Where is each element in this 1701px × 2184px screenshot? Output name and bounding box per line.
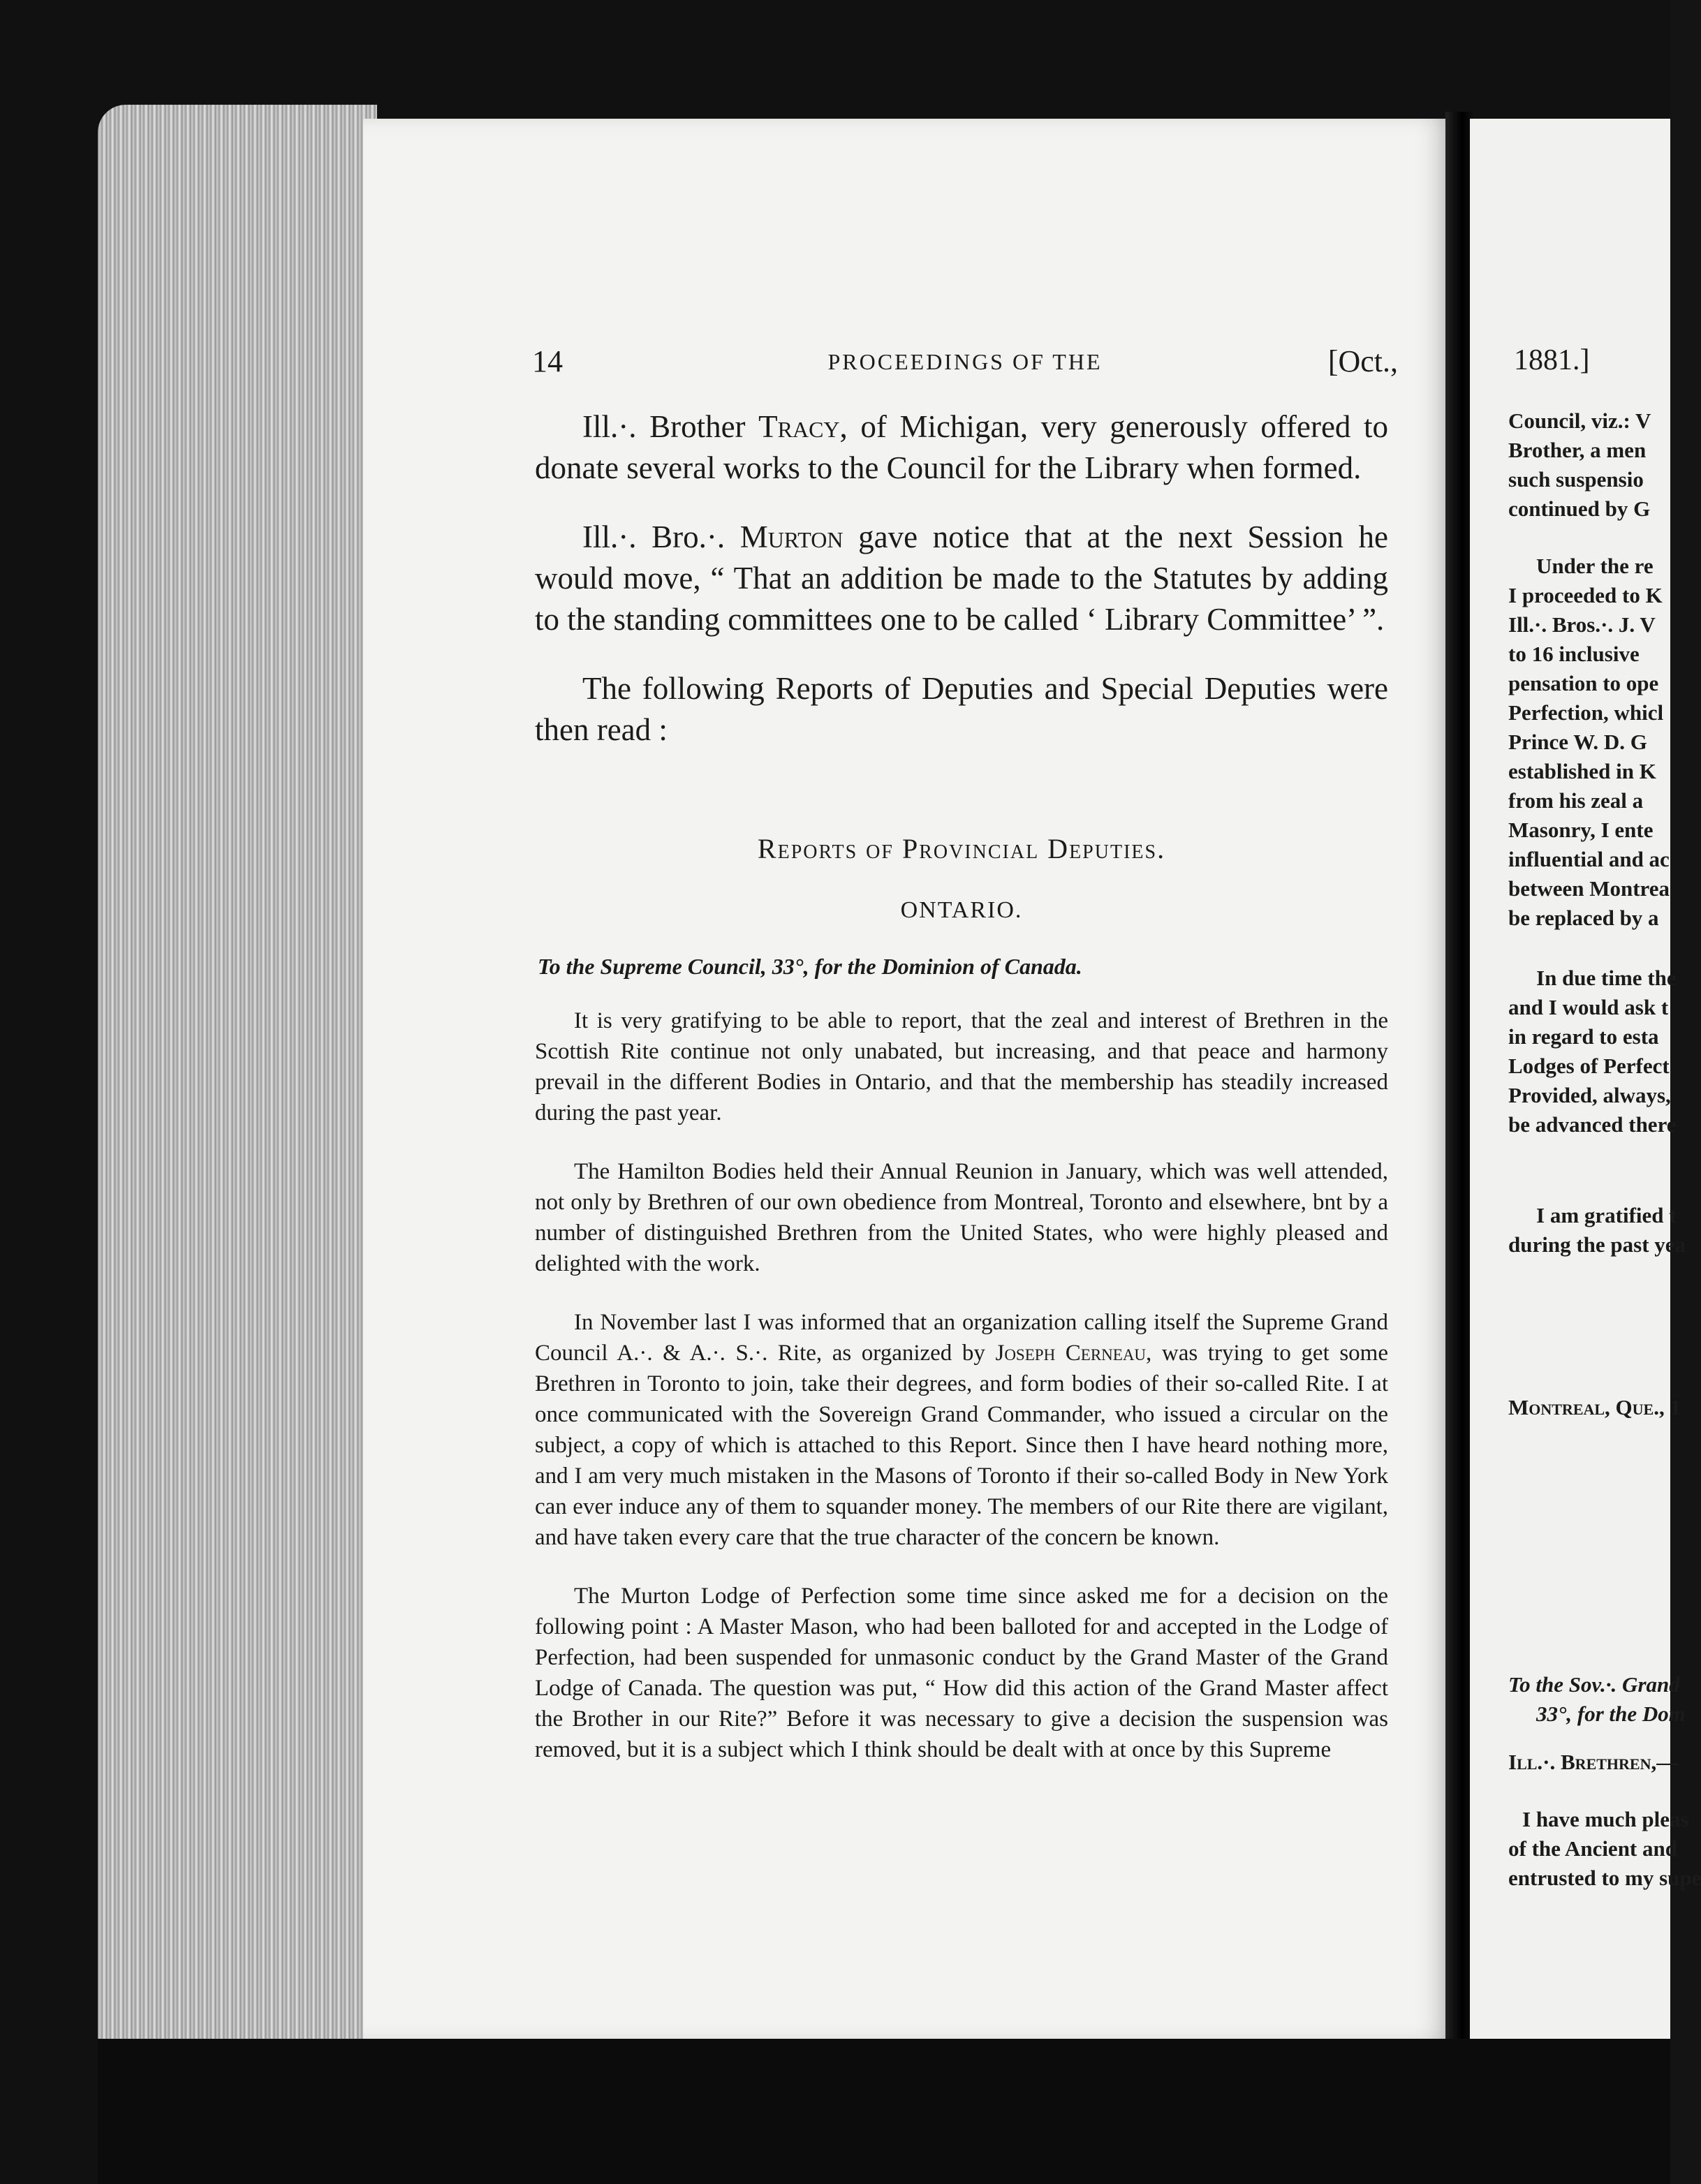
report-paragraph: In November last I was informed that an organization calling itself the Supreme Grand Council A.·. & A.·. S.·. Rite, as organized by Joseph Cerneau, was trying to get some Brethren in Toronto to join, take their degrees, and form bodies of their so-called Rite. I at once communicated with the Sovereign Grand Commander, who issued a circular on the subject, a copy of which is attached to this Report. Since then I have heard nothing more, and I am very much mistaken in the Masons of Toronto if their so-called Body in New York can ever induce any of them to squander money. The members of our Rite there are vigilant, and have taken every care that the true character of the concern be known. — [535, 1310, 1388, 1550]
page-number: 14 — [532, 344, 563, 378]
report-paragraph: The Hamilton Bodies held their Annual Reunion in January, which was well attended, not only by Brethren of our own obedience from Montreal, Toronto and elsewhere, bnt by a number of distinguished Brethren from the United States, who were highly pleased and delighted with the work. — [535, 1159, 1388, 1276]
right-text-block: Council, viz.: V Brother, a men such suspensio continued by G — [1508, 408, 1651, 521]
running-head — [532, 344, 1398, 385]
right-salutation: Ill.·. Brethren,— — [1508, 1750, 1679, 1774]
section-title: Reports of Provincial Deputies. — [757, 833, 1166, 864]
right-addressee: To the Sov.·. Grand 33°, for the Dom — [1508, 1672, 1686, 1726]
report-paragraph: It is very gratifying to be able to report, that the zeal and interest of Brethren in the Scottish Rite continue not only unabated, but increasing, and that peace and harmony prevail in the different Bodies in Ontario, and that the membership has steadily increased during the past year. — [535, 1008, 1388, 1126]
right-signoff: Montreal, Que., 1 — [1508, 1395, 1681, 1419]
report-body — [535, 1005, 1388, 1793]
right-text-block: I am gratified t during the past yea — [1508, 1203, 1686, 1257]
name-small-caps: Tracy — [758, 409, 840, 444]
right-running-date: 1881.] — [1514, 344, 1590, 376]
paragraph-reports-intro: The following Reports of Deputies and Special Deputies were then read : — [535, 671, 1388, 747]
name-small-caps: Joseph Cerneau — [995, 1341, 1147, 1366]
paragraph-tracy: Ill.·. Brother Tracy, of Michigan, very generously offered to donate several works to the Council for the Library when formed. — [535, 409, 1389, 485]
right-text-block: In due time the and I would ask t in regard to esta Lodges of Perfect Provided, always, be advanced there — [1508, 966, 1677, 1137]
opening-text — [535, 406, 1388, 751]
report-addressee: To the Supreme Council, 33°, for the Dominion of Canada. — [538, 954, 1082, 979]
report-paragraph: The Murton Lodge of Perfection some time since asked me for a decision on the following point : A Master Mason, who had been balloted for and accepted in the Lodge of Perfection, had been suspended for unmasonic conduct by the Grand Master of the Grand Lodge of Canada. The question was put, “ How did this action of the Grand Master affect the Brother in our Rite?” Before it was necessary to give a decision the suspension was removed, but it is a subject which I think should be dealt with at once by this Supreme — [535, 1584, 1388, 1762]
book-gutter — [1445, 112, 1473, 2053]
name-small-caps: Murton — [739, 519, 844, 554]
book-page-edges — [98, 105, 377, 2039]
running-title: PROCEEDINGS OF THE — [827, 349, 1103, 374]
paragraph-murton: Ill.·. Bro.·. Murton gave notice that at the next Session he would move, “ That an addition be made to the Statutes by adding to the standing committees one to be called ‘ Library Committee’ ”. — [535, 519, 1388, 637]
running-date: [Oct., — [1327, 344, 1398, 378]
scan-bottom-margin — [98, 2039, 1670, 2184]
right-text-block: Under the re I proceeded to K Ill.·. Bros.·. J. V to 16 inclusive pensation to ope Perfection, whicl Prince W. D. G established in K from his zeal a Masonry, I ente influential and ac between Montrea be replaced by a — [1508, 554, 1670, 930]
subsection-title: ONTARIO. — [900, 897, 1023, 923]
right-text-block: I have much pleas of the Ancient and entrusted to my supe — [1508, 1807, 1701, 1890]
